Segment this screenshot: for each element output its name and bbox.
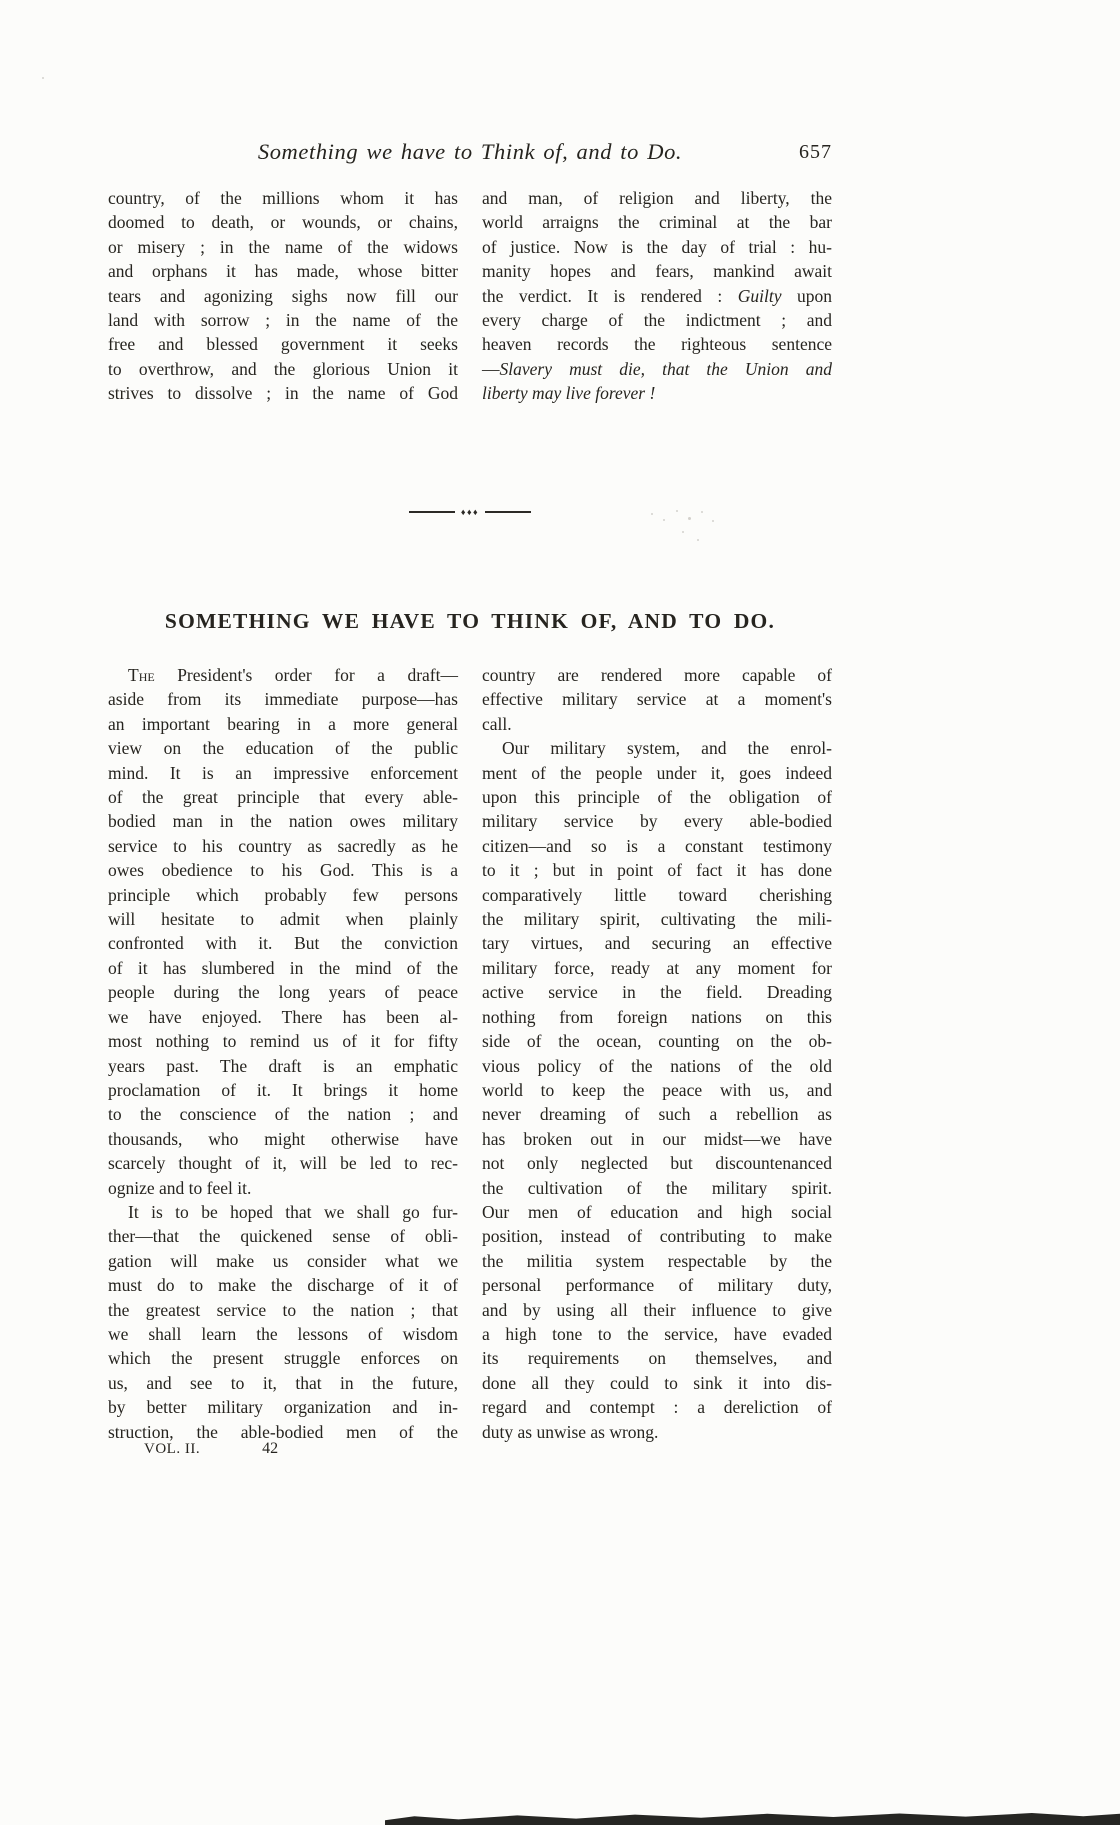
- text-line: tary virtues, and securing an effective: [482, 933, 832, 954]
- text-line: and orphans it has made, whose bitter: [108, 261, 458, 282]
- text-line: active service in the field. Dreading: [482, 982, 832, 1003]
- text-line: its requirements on themselves, and: [482, 1348, 832, 1369]
- scan-speckle: [697, 539, 699, 541]
- text-line: of justice. Now is the day of trial : hu-: [482, 236, 832, 257]
- text-line: by better military organization and in-: [108, 1397, 458, 1418]
- text-line: personal performance of military duty,: [482, 1275, 832, 1296]
- text-line: gation will make us consider what we: [108, 1250, 458, 1271]
- article-title: SOMETHING WE HAVE TO THINK OF, AND TO DO.: [164, 609, 776, 633]
- text-line: confronted with it. But the conviction: [108, 933, 458, 954]
- text-line: of it has slumbered in the mind of the: [108, 957, 458, 978]
- text-line: strives to dissolve ; in the name of God: [108, 383, 458, 404]
- text-line: and man, of religion and liberty, the: [482, 188, 832, 208]
- text-line: ment of the people under it, goes indeed: [482, 762, 832, 783]
- text-line: to the conscience of the nation ; and: [108, 1104, 458, 1125]
- text-line: owes obedience to his God. This is a: [108, 860, 458, 881]
- text-line: call.: [482, 713, 512, 734]
- scan-speckle: [663, 519, 665, 521]
- text-line: The President's order for a draft—: [128, 665, 458, 685]
- text-line: world arraigns the criminal at the bar: [482, 212, 832, 233]
- scan-speckle: [682, 531, 684, 533]
- text-line: we shall learn the lessons of wisdom: [108, 1323, 458, 1344]
- intro-left-column: [108, 186, 458, 406]
- article-left-column: [108, 663, 458, 1444]
- text-line: the military spirit, cultivating the mili-: [482, 909, 832, 930]
- text-line: upon this principle of the obligation of: [482, 787, 832, 808]
- text-line: comparatively little toward cherishing: [482, 884, 832, 905]
- scan-speckle: [651, 513, 653, 515]
- text-line: the militia system respectable by the: [482, 1250, 832, 1271]
- scan-speckle: [701, 511, 703, 513]
- text-line: liberty may live forever !: [482, 383, 656, 404]
- text-line: bodied man in the nation owes military: [108, 811, 458, 832]
- text-line: people during the long years of peace: [108, 982, 458, 1003]
- text-line: doomed to death, or wounds, or chains,: [108, 212, 458, 233]
- text-line: not only neglected but discountenanced: [482, 1153, 832, 1174]
- text-line: Our men of education and high social: [482, 1201, 832, 1222]
- text-line: scarcely thought of it, will be led to rec-: [108, 1153, 458, 1174]
- text-line: has broken out in our midst—we have: [482, 1128, 832, 1149]
- page-footer: [144, 1440, 278, 1458]
- text-line: nothing from foreign nations on this: [482, 1006, 832, 1027]
- text-line: duty as unwise as wrong.: [482, 1421, 659, 1442]
- scan-speckle: [42, 77, 44, 79]
- section-divider: [108, 505, 832, 519]
- text-line: thousands, who might otherwise have: [108, 1128, 458, 1149]
- scan-edge-shadow: [385, 1809, 1120, 1825]
- text-line: military service by every able-bodied: [482, 811, 832, 832]
- text-line: will hesitate to admit when plainly: [108, 909, 458, 930]
- text-line: done all they could to sink it into dis-: [482, 1372, 832, 1393]
- text-line: the verdict. It is rendered : Guilty upon: [482, 285, 832, 306]
- text-line: of the great principle that every able-: [108, 787, 458, 808]
- text-line: principle which probably few persons: [108, 884, 458, 905]
- text-line: manity hopes and fears, mankind await: [482, 261, 832, 282]
- article-body: [108, 663, 832, 1444]
- text-line: years past. The draft is an emphatic: [108, 1055, 458, 1076]
- text-line: regard and contempt : a dereliction of: [482, 1397, 832, 1418]
- text-line: a high tone to the service, have evaded: [482, 1323, 832, 1344]
- text-line: effective military service at a moment's: [482, 689, 832, 710]
- text-line: never dreaming of such a rebellion as: [482, 1104, 832, 1125]
- text-line: heaven records the righteous sentence: [482, 334, 832, 355]
- signature-number: 42: [262, 1440, 279, 1457]
- text-line: an important bearing in a more general: [108, 713, 458, 734]
- text-line: citizen—and so is a constant testimony: [482, 835, 832, 856]
- text-line: we have enjoyed. There has been al-: [108, 1006, 458, 1027]
- text-line: view on the education of the public: [108, 738, 458, 759]
- text-line: proclamation of it. It brings it home: [108, 1079, 458, 1100]
- text-line: must do to make the discharge of it of: [108, 1275, 458, 1296]
- text-line: country, of the millions whom it has: [108, 188, 458, 208]
- text-line: to overthrow, and the glorious Union it: [108, 358, 458, 379]
- text-line: vious policy of the nations of the old: [482, 1055, 832, 1076]
- text-line: service to his country as sacredly as he: [108, 835, 458, 856]
- text-line: or misery ; in the name of the widows: [108, 236, 458, 257]
- text-line: ther—that the quickened sense of obli-: [108, 1226, 458, 1247]
- text-line: every charge of the indictment ; and: [482, 310, 832, 331]
- text-line: world to keep the peace with us, and: [482, 1079, 832, 1100]
- running-header: [108, 139, 832, 165]
- text-line: us, and see to it, that in the future,: [108, 1372, 458, 1393]
- text-line: the greatest service to the nation ; that: [108, 1299, 458, 1320]
- divider-rule-right: [485, 511, 531, 513]
- text-line: position, instead of contributing to make: [482, 1226, 832, 1247]
- text-line: most nothing to remind us of it for fifty: [108, 1031, 458, 1052]
- text-line: struction, the able-bodied men of the: [108, 1421, 458, 1442]
- text-line: aside from its immediate purpose—has: [108, 689, 458, 710]
- text-line: tears and agonizing sighs now fill our: [108, 285, 458, 306]
- text-line: side of the ocean, counting on the ob-: [482, 1031, 832, 1052]
- divider-rule-left: [409, 511, 455, 513]
- scan-speckle: [676, 510, 678, 512]
- text-line: military force, ready at any moment for: [482, 957, 832, 978]
- divider-ornament: ♦♦♦: [460, 506, 480, 517]
- text-line: which the present struggle enforces on: [108, 1348, 458, 1369]
- text-line: to it ; but in point of fact it has done: [482, 860, 832, 881]
- text-line: the cultivation of the military spirit.: [482, 1177, 832, 1198]
- article-right-column: [482, 663, 832, 1444]
- text-line: —Slavery must die, that the Union and: [482, 358, 832, 379]
- running-header-title: Something we have to Think of, and to Do.: [257, 139, 683, 164]
- text-line: mind. It is an impressive enforcement: [108, 762, 458, 783]
- text-line: Our military system, and the enrol-: [502, 738, 832, 759]
- volume-label: VOL. II.: [144, 1441, 201, 1457]
- text-line: It is to be hoped that we shall go fur-: [128, 1201, 458, 1222]
- text-line: ognize and to feel it.: [108, 1177, 252, 1198]
- text-line: country are rendered more capable of: [482, 665, 832, 685]
- text-line: and by using all their influence to give: [482, 1299, 832, 1320]
- intro-right-column: [482, 186, 832, 406]
- text-line: free and blessed government it seeks: [108, 334, 458, 355]
- page-number: 657: [799, 141, 832, 163]
- text-line: land with sorrow ; in the name of the: [108, 310, 458, 331]
- first-article-end: [108, 186, 832, 406]
- scan-speckle: [712, 520, 714, 522]
- scan-speckle: [688, 517, 691, 520]
